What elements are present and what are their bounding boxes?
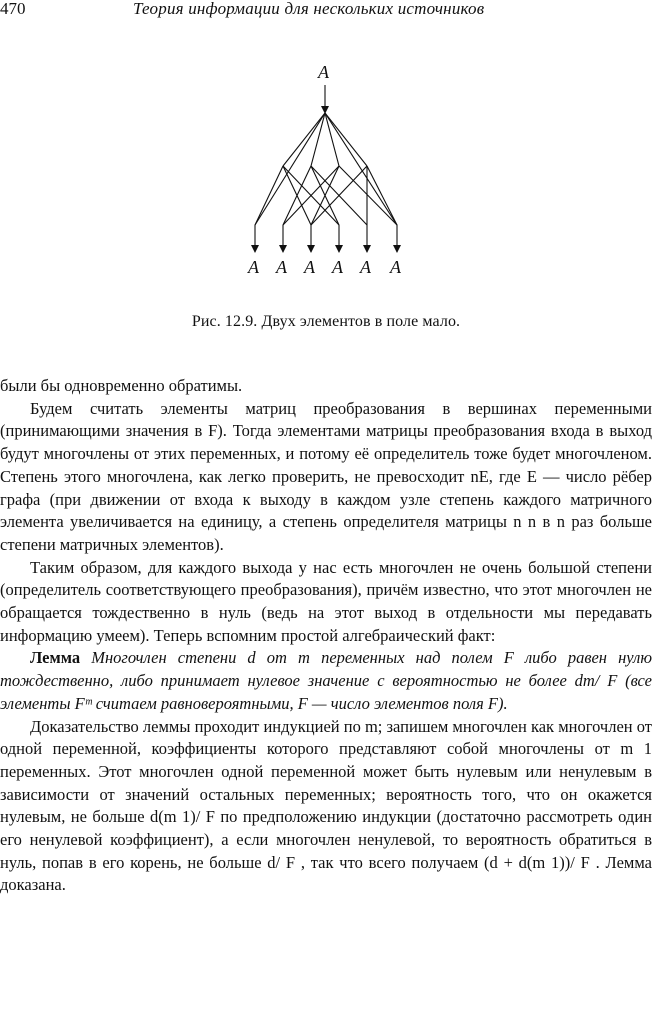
sink-node-label: A — [304, 257, 315, 277]
page-number: 470 — [0, 0, 26, 18]
page-header — [0, 0, 652, 22]
sink-node-label: A — [390, 257, 401, 277]
sink-node-label: A — [248, 257, 259, 277]
paragraph: Таким образом, для каждого выхода у нас есть многочлен не очень большой степени (определитель соответствующего преобразования), причём известно, что этот многочлен не обращается тождественно в нуль (ведь на этот выход в отдельности мы передавать информацию умеем). Теперь вспомним простой алгебраический факт: — [0, 557, 652, 645]
body-text — [0, 375, 652, 897]
sink-node-label: A — [360, 257, 371, 277]
network-graph-figure — [0, 55, 652, 285]
paragraph: Будем считать элементы матриц преобразования в вершинах переменными (принимающими значения в F). Тогда элементами матрицы преобразования входа в выход будут многочлены от этих переменных, и потому её определитель тоже будет многочленом. Степень этого многочлена, как легко проверить, не превосходит nE, где E — число рёбер графа (при движении от входа к выходу в каждом узле степень каждого матричного элемента увеличивается на единицу, а степень определителя матрицы n n в n раз больше степени матричных элементов). — [0, 398, 652, 554]
paragraph: были бы одновременно обратимы. — [0, 376, 243, 395]
graph-edges — [255, 85, 397, 252]
lemma-statement: Многочлен степени d от m переменных над полем F либо равен нулю тождественно, либо принимает нулевое значение с вероятностью не более dm/ F (все элементы Fᵐ считаем равновероятными, F — число элементов поля F). — [0, 648, 652, 713]
source-node-label: A — [318, 62, 329, 82]
figure-caption: Рис. 12.9. Двух элементов в поле мало. — [191, 313, 461, 330]
sink-node-label: A — [276, 257, 287, 277]
paragraph: Доказательство леммы проходит индукцией по m; запишем многочлен как многочлен от одной переменной, коэффициенты которого представляют собой многочлены от m 1 переменных. Этот многочлен одной переменной может быть нулевым или ненулевым в зависимости от значений остальных переменных; вероятность того, что он окажется нулевым, не больше d(m 1)/ F по предположению индукции (достаточно рассмотреть один его ненулевой коэффициент), а если многочлен ненулевой, то вероятность обратиться в нуль, попав в его корень, не больше d/ F , так что всего получаем (d + d(m 1))/ F . Лемма доказана. — [0, 716, 652, 895]
lemma-title: Лемма — [30, 648, 81, 668]
sink-node-label: A — [332, 257, 343, 277]
running-title: Теория информации для нескольких источников — [133, 0, 485, 18]
lemma-paragraph — [0, 647, 652, 715]
